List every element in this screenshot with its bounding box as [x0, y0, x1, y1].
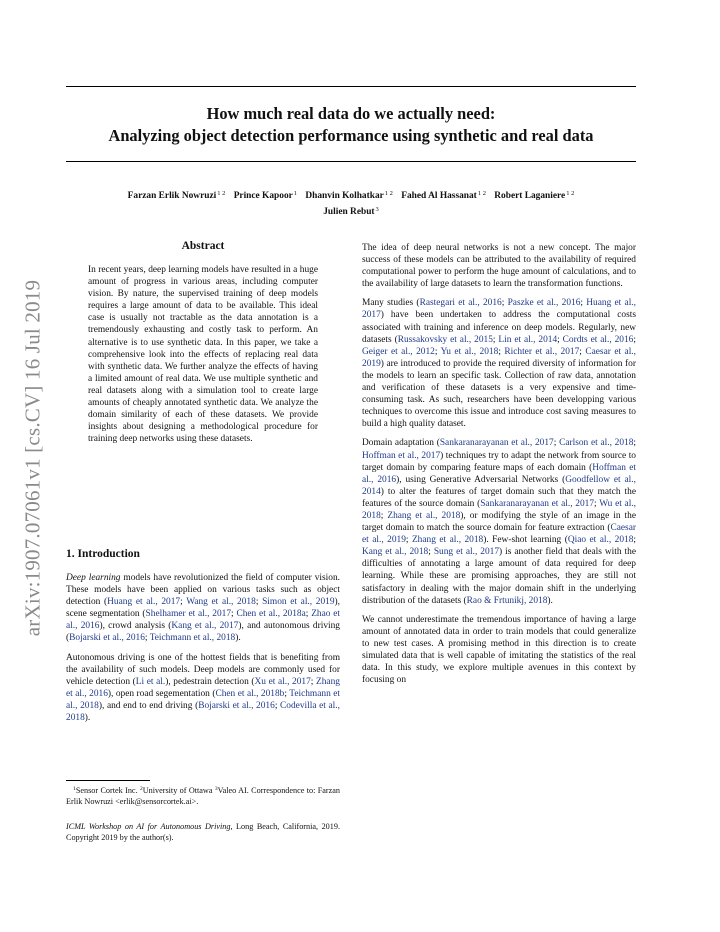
- citation-link[interactable]: Huang et al., 2017: [107, 597, 181, 608]
- citation-link[interactable]: Russakovsky et al., 2015: [397, 334, 493, 345]
- citation-link[interactable]: Chen et al., 2018a: [236, 609, 306, 620]
- citation-link[interactable]: Codevilla et al., 2018: [66, 700, 340, 724]
- body-text: ).: [235, 633, 241, 644]
- citation-link[interactable]: Lin et al., 2014: [498, 334, 558, 345]
- body-text: ;: [405, 535, 412, 546]
- section-heading-introduction: 1. Introduction: [66, 548, 140, 560]
- body-text: ), and end to end driving (: [98, 700, 199, 711]
- citation-link[interactable]: Caesar et al., 2019: [362, 346, 636, 369]
- body-text: ;: [633, 535, 636, 546]
- body-text: ;: [594, 498, 600, 509]
- paragraph: [362, 297, 636, 430]
- author: Robert Laganiere$^{1 2}$: [494, 190, 575, 201]
- citation-link[interactable]: Huang et al., 2017: [362, 298, 636, 321]
- paragraph: [362, 437, 636, 606]
- citation-link[interactable]: Hoffman et al., 2016: [362, 462, 636, 485]
- body-text: ;: [580, 298, 587, 309]
- body-text: Many studies (: [362, 298, 420, 309]
- author: Prince Kapoor$^1$: [233, 190, 298, 201]
- citation-link[interactable]: Kang et al., 2018: [362, 547, 429, 558]
- citation-link[interactable]: Qiao et al., 2018: [567, 535, 634, 546]
- citation-link[interactable]: Wu et al., 2018: [362, 498, 637, 521]
- citation-link[interactable]: Sung et al., 2017: [433, 547, 500, 558]
- citation-link[interactable]: Wang et al., 2018: [186, 597, 256, 608]
- body-text: ) have been undertaken to address the computational costs associated with training and inference on deep models. Regularly, new datasets (: [362, 310, 636, 345]
- paper-title: [66, 103, 636, 147]
- body-text: ;: [434, 346, 441, 357]
- citation-link[interactable]: Zhang et al., 2018: [411, 535, 484, 546]
- citation-link[interactable]: Hoffman et al., 2017: [362, 450, 441, 461]
- body-text: ;: [284, 688, 290, 699]
- body-text: ;: [231, 609, 237, 620]
- body-text: ;: [180, 597, 187, 608]
- citation-link[interactable]: Shelhamer et al., 2017: [145, 609, 232, 620]
- citation-link[interactable]: Xu et al., 2017: [254, 676, 311, 687]
- workshop-venue: ICML Workshop on AI for Autonomous Driving: [66, 822, 231, 831]
- paragraph: [66, 652, 340, 725]
- citation-link[interactable]: Zhang et al., 2018: [387, 510, 461, 521]
- title-rule-top: [66, 86, 636, 87]
- citation-link[interactable]: Geiger et al., 2012: [362, 346, 435, 357]
- body-text: ).: [84, 713, 91, 724]
- body-text: models have revolutionized the field of computer vision. These models have been applied on various tasks such as object detection (: [66, 573, 340, 608]
- paragraph: [362, 242, 636, 290]
- body-text: ;: [633, 334, 636, 345]
- title-line-2: Analyzing object detection performance using synthetic and real data: [108, 126, 594, 145]
- body-text: ;: [553, 438, 560, 449]
- body-text: ;: [492, 334, 499, 345]
- body-text: ;: [428, 547, 434, 558]
- citation-link[interactable]: Li et al.: [135, 676, 166, 687]
- citation-link[interactable]: Rastegari et al., 2016: [419, 298, 502, 309]
- citation-link[interactable]: Bojarski et al., 2016: [198, 700, 275, 711]
- abstract-text: In recent years, deep learning models have resulted in a huge amount of progress in various areas, including computer vision. By nature, the supervised training of deep models requires a large amount of data to be available. This ideal case is usually not tractable as the data annotation is a tremendously exhausting and costly task to perform. An alternative is to use synthetic data. In this paper, we take a comprehensive look into the effects of replacing real data with synthetic data. We further analyze the effects of having a limited amount of real data. We use multiple synthetic and real datasets along with a simulation tool to create large amounts of cheaply annotated synthetic data. We analyze the domain similarity of each of these datasets. We provide insights about designing a methodological procedure for training deep networks using these datasets.: [88, 265, 318, 445]
- body-text: ), open road segementation (: [107, 688, 216, 699]
- emphasis-text: Deep learning: [66, 573, 121, 583]
- citation-link[interactable]: Sankaranarayanan et al., 2017: [439, 438, 554, 449]
- body-text: ;: [557, 334, 563, 345]
- arxiv-watermark: [12, 258, 54, 658]
- affiliation-footnote: $^1$Sensor Cortek Inc. $^2$University of Ottawa $^3$Valeo AI. Correspondence to: Farzan Erlik Nowruzi <erlik@sensorcortek.ai>.: [66, 786, 341, 806]
- title-line-1: How much real data do we actually need:: [206, 104, 496, 123]
- citation-link[interactable]: Paszke et al., 2016: [507, 298, 581, 309]
- body-text: ;: [144, 633, 150, 644]
- citation-link[interactable]: Yu et al., 2018: [440, 346, 499, 357]
- body-text: ;: [310, 676, 317, 687]
- body-text: ), pedestrain detection (: [165, 676, 255, 687]
- body-text: ), crowd analysis (: [99, 621, 172, 632]
- body-text: ) are introduced to provide the required diversity of information for the models to learn an specific task. Collection of raw data, annotation and verification of these datasets is a very expensive and time-consuming task. As such, researchers have been developping various techniques to overcome this issue and introduce cost saving measures to build a high quality dataset.: [362, 358, 636, 430]
- citation-link[interactable]: Richter et al., 2017: [504, 346, 580, 357]
- body-text: ), or modifying the style of an image in the target domain to match the source domain for feature extraction (: [362, 510, 637, 534]
- arxiv-identifier: arXiv:1907.07061v1 [cs.CV] 16 Jul 2019: [20, 279, 45, 637]
- body-text: ;: [380, 510, 388, 521]
- citation-link[interactable]: Goodfellow et al., 2014: [362, 474, 636, 497]
- citation-link[interactable]: Caesar et al., 2019: [362, 523, 636, 546]
- author: Fahed Al Hassanat$^{1 2}$: [401, 190, 486, 201]
- body-text: ;: [498, 346, 505, 357]
- body-text: ;: [579, 346, 586, 357]
- paragraph: [362, 614, 636, 687]
- body-text: ), using Generative Adversarial Networks (: [396, 474, 566, 485]
- citation-link[interactable]: Kang et al., 2017: [171, 621, 239, 632]
- author-list: [66, 187, 636, 219]
- citation-link[interactable]: Rao & Frtunikj, 2018: [466, 595, 548, 606]
- body-text: ;: [633, 438, 636, 449]
- body-text: ;: [305, 609, 312, 620]
- body-text: ).: [547, 595, 553, 606]
- citation-link[interactable]: Teichmann et al., 2018: [66, 688, 341, 711]
- body-text: We cannot underestimate the tremendous importance of having a large amount of annotated data in order to train models that could generalize to new test cases. A promising method in this direction is to create simulated data that is well capable of imitating the statistics of the real data. In this study, we explore multiple avenues in this context by focusing on: [362, 614, 636, 686]
- body-text: ;: [255, 597, 263, 608]
- abstract-heading: Abstract: [181, 240, 225, 252]
- author: Julien Rebut$^3$: [323, 206, 379, 217]
- body-text: ), and autonomous driving (: [66, 621, 340, 644]
- body-text: ;: [501, 298, 508, 309]
- title-rule-bottom: [66, 161, 636, 162]
- body-text: ), scene segmentation (: [66, 597, 341, 620]
- citation-link[interactable]: Bojarski et al., 2016: [69, 633, 145, 644]
- citation-link[interactable]: Zhao et al., 2016: [66, 609, 341, 632]
- body-text: ) to alter the features of target domain such that they match the features of the source domain (: [362, 486, 636, 509]
- author: Farzan Erlik Nowruzi$^{1 2}$: [127, 190, 226, 201]
- citation-link[interactable]: Zhang et al., 2016: [66, 676, 340, 699]
- citation-link[interactable]: Teichmann et al., 2018: [149, 633, 236, 644]
- footnote-rule: [66, 780, 150, 781]
- body-text: Autonomous driving is one of the hottest fields that is benefiting from the availability of such models. Deep models are commonly used for vehicle detection (: [66, 652, 340, 687]
- left-column-body: [66, 572, 340, 731]
- citation-link[interactable]: Sankaranarayanan et al., 2017: [480, 498, 595, 509]
- author: Dhanvin Kolhatkar$^{1 2}$: [305, 190, 393, 201]
- citation-link[interactable]: Simon et al., 2019: [262, 597, 335, 608]
- body-text: ;: [274, 700, 281, 711]
- body-text: ) techniques try to adapt the network from source to target domain by comparing feature maps of each domain (: [362, 450, 636, 473]
- citation-link[interactable]: Cordts et al., 2016: [562, 334, 634, 345]
- workshop-note: ICML Workshop on AI for Autonomous Driving, Long Beach, California, 2019. Copyright 2019 by the author(s).: [66, 822, 340, 842]
- body-text: ) is another field that deals with the difficulties of annotating a large amount of data required for deep learning. While these are promising approaches, they are still not satisfactory in dealing with the major domain shift in the underlying distribution of the datasets (: [362, 547, 637, 606]
- paragraph: [66, 572, 340, 645]
- right-column-body: [362, 242, 636, 693]
- citation-link[interactable]: Chen et al., 2018b: [215, 688, 285, 699]
- citation-link[interactable]: Carlson et al., 2018: [559, 438, 634, 449]
- body-text: The idea of deep neural networks is not a new concept. The major success of these models can be attributed to the availability of required computational power to perform the huge amount of calculations, and to the availability of large datasets to learn the transformation functions.: [362, 243, 636, 290]
- body-text: ). Few-shot learning (: [483, 535, 568, 546]
- body-text: Domain adaptation (: [362, 438, 440, 449]
